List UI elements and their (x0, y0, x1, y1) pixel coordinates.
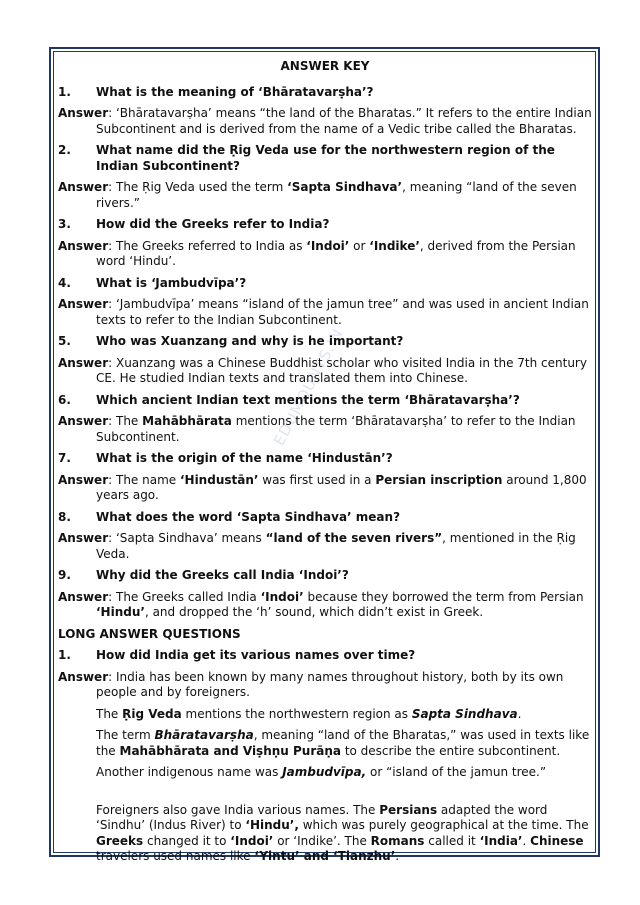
answer-8: Answer: ‘Sapta Sindhava’ means “land of the seven rivers”, mentioned in the Ṛig Veda. (58, 531, 576, 561)
answer-5: Answer: Xuanzang was a Chinese Buddhist scholar who visited India in the 7th century CE. He studied Indian texts and translated them into Chinese. (58, 355, 587, 385)
answer-3: Answer: The Greeks referred to India as ‘Indoi’ or ‘Indike’, derived from the Persian word ‘Hindu’. (58, 238, 576, 268)
question-9: 9. Why did the Greeks call India ‘Indoi’? (58, 568, 349, 582)
long-answer-para-rig-veda: The Ṛig Veda mentions the northwestern region as Sapta Sindhava. (96, 706, 522, 721)
question-4: 4. What is ‘Jambudvīpa’? (58, 275, 247, 290)
long-answer-heading: LONG ANSWER QUESTIONS (58, 626, 241, 641)
question-1: 1. What is the meaning of ‘Bhāratavarṣha’? (58, 84, 374, 99)
long-answer-para-bharatavarsha: The term Bhāratavarṣha, meaning “land of the Bharatas,” was used in texts like the Mahābhārata and Viṣhṇu Purāṇa to describe the entire subcontinent. (96, 728, 590, 758)
question-7: 7. What is the origin of the name ‘Hindustān’? (58, 451, 393, 465)
answer-7: Answer: The name ‘Hindustān’ was first used in a Persian inscription around 1,800 years ago. (58, 472, 587, 502)
watermark: EDUMOUNTS.IN (270, 325, 347, 449)
question-6: 6. Which ancient Indian text mentions the term ‘Bhāratavarṣha’? (58, 392, 520, 407)
answer-1: Answer: ‘Bhāratavarṣha’ means “the land of the Bharatas.” It refers to the entire Indian Subcontinent and is derived from the name of a Vedic tribe called the Bharatas. (58, 106, 592, 136)
long-question-1: 1. How did India get its various names over time? (58, 648, 416, 662)
answer-2: Answer: The Ṛig Veda used the term ‘Sapta Sindhava’, meaning “land of the seven rivers.” (58, 180, 577, 210)
page-title: ANSWER KEY (280, 59, 370, 73)
long-answer-intro: Answer: India has been known by many names throughout history, both by its own people and by foreigners. (58, 669, 564, 699)
long-answer-para-foreigners: Foreigners also gave India various names. The Persians adapted the word ‘Sindhu’ (Indus River) to ‘Hindu’, which was purely geographical at the time. The Greeks changed it to ‘Indoi’ or ‘Indike’. The Romans called it ‘India’. Chinese travelers used names like ‘Yintu’ and ‘Tianzhu’. (96, 802, 589, 863)
answer-key-document (58, 56, 592, 865)
answer-9: Answer: The Greeks called India ‘Indoi’ because they borrowed the term from Persian ‘Hindu’, and dropped the ‘h’ sound, which didn’t exist in Greek. (58, 589, 584, 619)
long-answer-para-jambudvipa: Another indigenous name was Jambudvīpa, or “island of the jamun tree.” (96, 765, 547, 779)
question-2: 2. What name did the Ṛig Veda use for the northwestern region of the Indian Subcontinent? (58, 143, 555, 173)
question-8: 8. What does the word ‘Sapta Sindhava’ mean? (58, 509, 401, 524)
answer-4: Answer: ‘Jambudvīpa’ means “island of the jamun tree” and was used in ancient Indian texts to refer to the Indian Subcontinent. (58, 297, 589, 327)
question-5: 5. Who was Xuanzang and why is he important? (58, 334, 404, 348)
answer-6: Answer: The Mahābhārata mentions the term ‘Bhāratavarṣha’ to refer to the Indian Subcontinent. (58, 414, 576, 444)
question-3: 3. How did the Greeks refer to India? (58, 217, 330, 231)
